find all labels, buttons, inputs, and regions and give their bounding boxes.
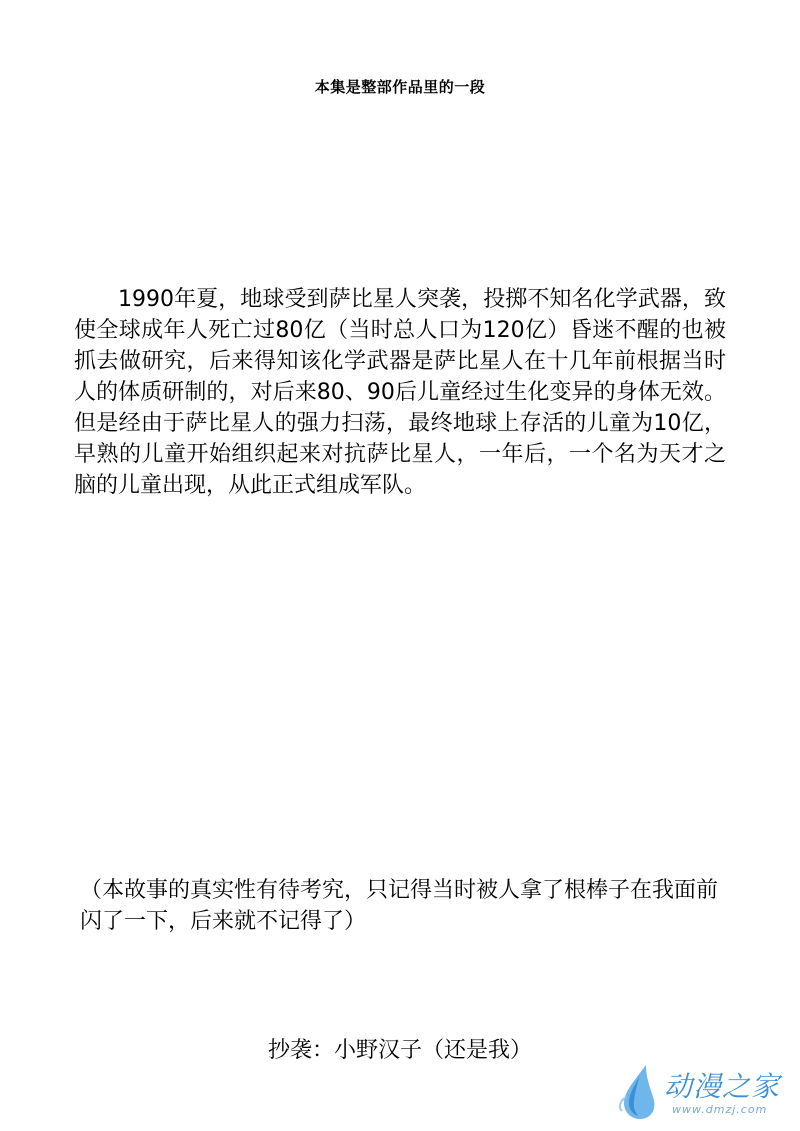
credit-line: 抄袭：小野汉子（还是我） bbox=[267, 1038, 532, 1063]
watermark-name: 动漫之家 bbox=[664, 1070, 781, 1103]
story-paragraph: 1990年夏，地球受到萨比星人突袭，投掷不知名化学武器，致使全球成年人死亡过80亿（当时总人口为120亿）昏迷不醒的也被抓去做研究，后来得知该化学武器是萨比星人在十几年前根据当时人的体质研制的，对后来80、90后儿童经过生化变异的身体无效。但是经由于萨比星人的强力扫荡，最终地球上存活的儿童为10亿，早熟的儿童开始组织起来对抗萨比星人，一年后，一个名为天才之脑的儿童出现，从此正式组成军队。 bbox=[74, 287, 726, 498]
watermark bbox=[616, 1059, 786, 1123]
water-drop-logo-icon bbox=[616, 1061, 660, 1121]
watermark-url: www.dmzj.com bbox=[672, 1103, 768, 1116]
note-paragraph: （本故事的真实性有待考究，只记得当时被人拿了根棒子在我面前闪了一下，后来就不记得了） bbox=[80, 878, 719, 934]
page-title: 本集是整部作品里的一段 bbox=[314, 78, 486, 96]
